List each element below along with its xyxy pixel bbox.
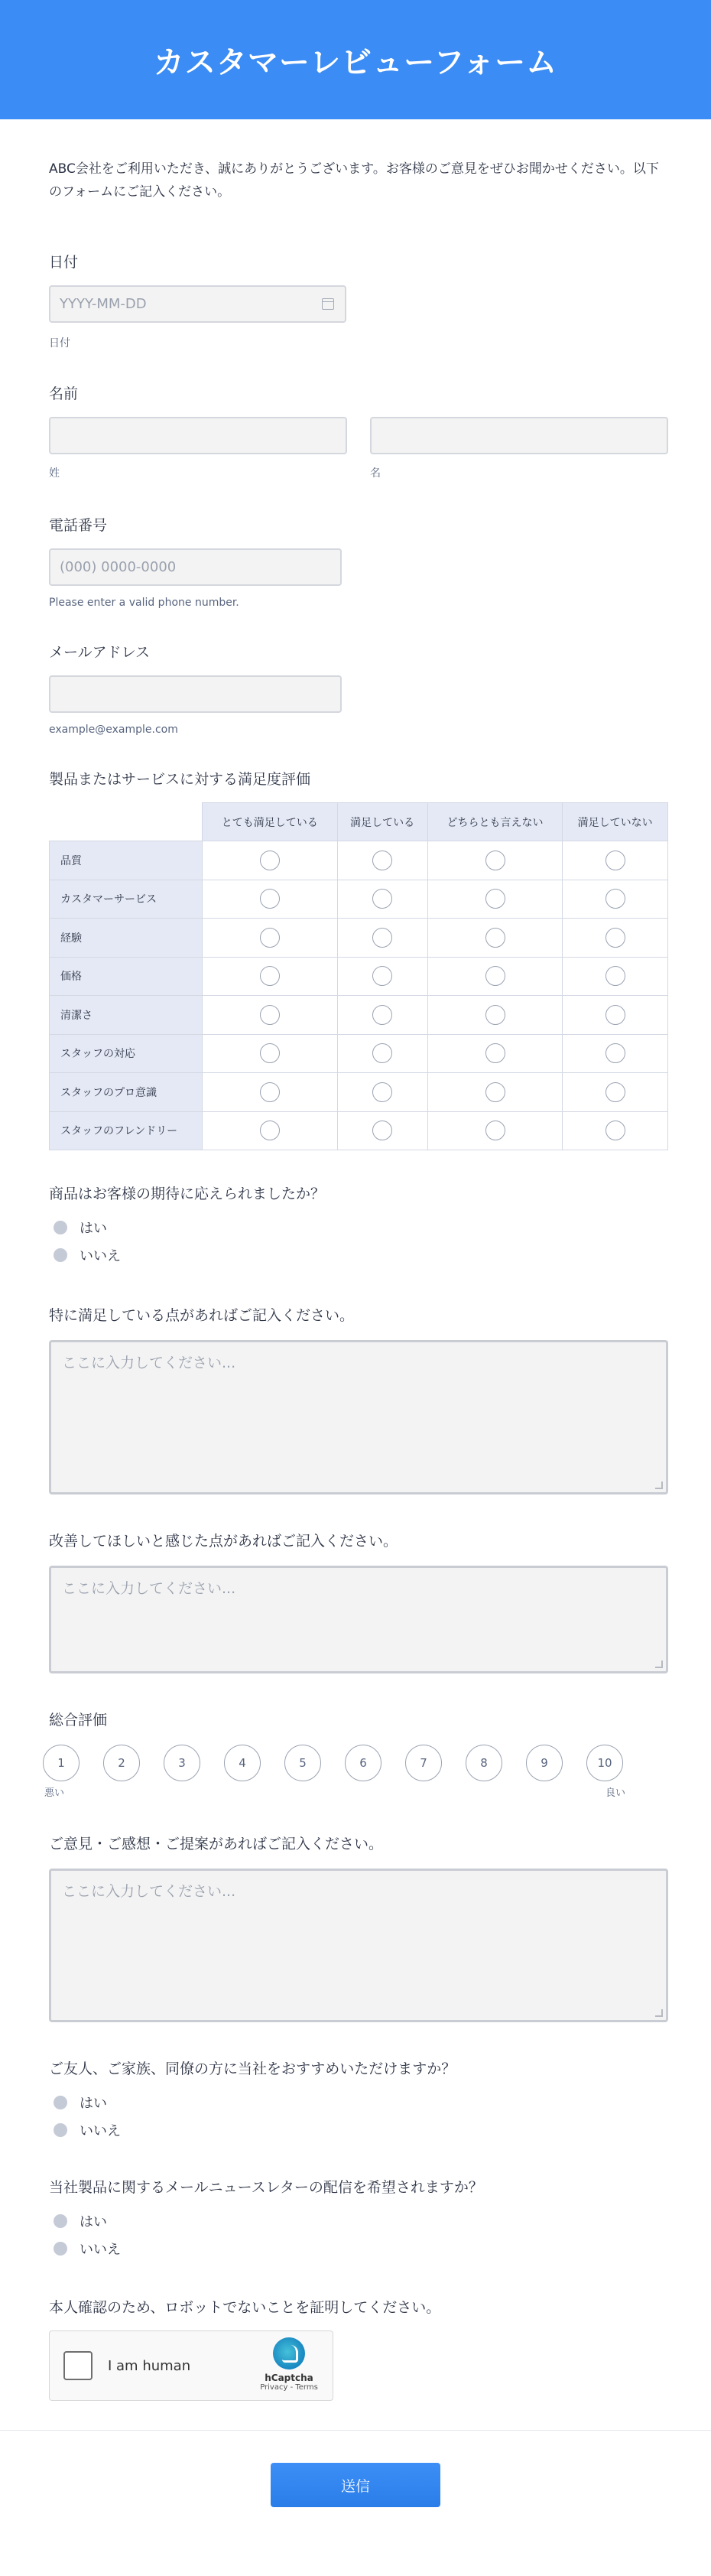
- rating-high-label: 良い: [605, 1787, 625, 1799]
- submit-button[interactable]: 送信: [271, 2463, 440, 2507]
- matrix-row-label: スタッフの対応: [50, 1034, 203, 1073]
- matrix-section: [49, 768, 668, 1150]
- recommend-option-no[interactable]: [49, 2116, 668, 2144]
- matrix-radio[interactable]: [605, 1082, 625, 1102]
- phone-sublabel: Please enter a valid phone number.: [49, 597, 239, 609]
- radio-button[interactable]: [54, 2096, 67, 2109]
- matrix-radio[interactable]: [485, 1082, 505, 1102]
- rating-option[interactable]: 3: [164, 1745, 200, 1781]
- first-name-sublabel: 名: [370, 467, 381, 480]
- resize-handle-icon[interactable]: [655, 1482, 663, 1489]
- matrix-row-label: カスタマーサービス: [50, 880, 203, 919]
- newsletter-option-yes[interactable]: [49, 2207, 668, 2235]
- rating-option[interactable]: 9: [526, 1745, 563, 1781]
- resize-handle-icon[interactable]: [655, 2009, 663, 2017]
- date-label: 日付: [49, 254, 79, 271]
- matrix-radio[interactable]: [485, 928, 505, 948]
- matrix-col-header: 満足していない: [563, 803, 668, 841]
- recommend-section: [49, 2057, 668, 2144]
- matrix-radio[interactable]: [260, 928, 280, 948]
- last-name-input[interactable]: [49, 417, 347, 454]
- matrix-row: [50, 996, 668, 1035]
- first-name-input[interactable]: [370, 417, 668, 454]
- hcaptcha-logo: [255, 2337, 323, 2392]
- satisfied-section: [49, 1304, 668, 1495]
- rating-option[interactable]: 6: [345, 1745, 381, 1781]
- form-header: [0, 0, 711, 119]
- satisfaction-matrix: [49, 802, 668, 1150]
- matrix-row: [50, 1073, 668, 1112]
- matrix-radio[interactable]: [372, 1120, 392, 1140]
- calendar-icon[interactable]: [322, 298, 334, 310]
- textarea-placeholder: ここに入力してください...: [62, 1355, 236, 1371]
- matrix-radio[interactable]: [372, 889, 392, 909]
- option-label: いいえ: [80, 2242, 121, 2258]
- radio-button[interactable]: [54, 1248, 67, 1262]
- option-label: はい: [80, 1221, 107, 1237]
- matrix-radio[interactable]: [485, 1120, 505, 1140]
- matrix-radio[interactable]: [372, 1043, 392, 1063]
- satisfied-textarea[interactable]: [49, 1340, 668, 1495]
- matrix-radio[interactable]: [605, 1043, 625, 1063]
- textarea-placeholder: ここに入力してください...: [62, 1883, 236, 1900]
- option-label: はい: [80, 2214, 107, 2230]
- matrix-row-label: 清潔さ: [50, 996, 203, 1035]
- date-sublabel: 日付: [49, 337, 70, 350]
- matrix-row-label: 経験: [50, 919, 203, 958]
- last-name-sublabel: 姓: [49, 467, 60, 480]
- newsletter-section: [49, 2176, 668, 2262]
- rating-option[interactable]: 5: [284, 1745, 321, 1781]
- captcha-section: [49, 2296, 668, 2401]
- rating-label: 総合評価: [49, 1712, 108, 1729]
- matrix-row-label: スタッフのプロ意識: [50, 1073, 203, 1112]
- matrix-radio[interactable]: [605, 928, 625, 948]
- matrix-row-label: 価格: [50, 957, 203, 996]
- matrix-corner: [50, 803, 203, 841]
- rating-option[interactable]: 8: [466, 1745, 502, 1781]
- improve-textarea[interactable]: [49, 1566, 668, 1673]
- phone-label: 電話番号: [49, 517, 108, 534]
- matrix-col-header: どちらとも言えない: [427, 803, 563, 841]
- matrix-radio[interactable]: [485, 889, 505, 909]
- matrix-radio[interactable]: [260, 1005, 280, 1025]
- option-label: いいえ: [80, 1248, 121, 1264]
- matrix-radio[interactable]: [372, 1082, 392, 1102]
- phone-section: [49, 514, 668, 609]
- matrix-row-label: スタッフのフレンドリー: [50, 1111, 203, 1150]
- hcaptcha-icon: [273, 2337, 305, 2369]
- captcha-brand: hCaptcha: [265, 2373, 313, 2383]
- matrix-radio[interactable]: [260, 889, 280, 909]
- email-sublabel: example@example.com: [49, 724, 178, 736]
- improve-section: [49, 1530, 668, 1673]
- name-section: [49, 382, 668, 480]
- matrix-row: [50, 1111, 668, 1150]
- newsletter-label: 当社製品に関するメールニュースレターの配信を希望されますか？: [49, 2179, 483, 2196]
- captcha-label: 本人確認のため、ロボットでないことを証明してください。: [49, 2299, 441, 2316]
- radio-button[interactable]: [54, 2214, 67, 2228]
- option-label: はい: [80, 2096, 107, 2112]
- comments-textarea[interactable]: [49, 1869, 668, 2022]
- matrix-radio[interactable]: [260, 1120, 280, 1140]
- matrix-row: [50, 1034, 668, 1073]
- intro-text: ABC会社をご利用いただき、誠にありがとうございます。お客様のご意見をぜひお聞かせください。以下のフォームにご記入ください。: [49, 161, 659, 200]
- matrix-radio[interactable]: [605, 1005, 625, 1025]
- matrix-row: [50, 880, 668, 919]
- form-footer: [0, 2430, 711, 2545]
- captcha-checkbox[interactable]: [63, 2351, 93, 2380]
- form-content: [0, 158, 711, 2401]
- date-placeholder: YYYY-MM-DD: [60, 296, 147, 312]
- rating-low-label: 悪い: [44, 1787, 65, 1799]
- matrix-row: [50, 919, 668, 958]
- recommend-option-yes[interactable]: [49, 2089, 668, 2116]
- matrix-radio[interactable]: [605, 1120, 625, 1140]
- matrix-col-header: 満足している: [337, 803, 427, 841]
- matrix-radio[interactable]: [605, 966, 625, 986]
- matrix-radio[interactable]: [372, 851, 392, 870]
- matrix-row: [50, 957, 668, 996]
- rating-option[interactable]: 1: [43, 1745, 80, 1781]
- expectations-label: 商品はお客様の期待に応えられましたか？: [49, 1186, 326, 1202]
- email-label: メールアドレス: [49, 644, 151, 661]
- rating-option[interactable]: 2: [103, 1745, 140, 1781]
- rating-option[interactable]: 7: [405, 1745, 442, 1781]
- captcha-widget: [49, 2330, 333, 2401]
- matrix-radio[interactable]: [485, 966, 505, 986]
- expectations-option-no[interactable]: [49, 1241, 668, 1269]
- date-input[interactable]: [49, 285, 346, 323]
- satisfied-label: 特に満足している点があればご記入ください。: [49, 1307, 355, 1324]
- matrix-col-header: とても満足している: [203, 803, 338, 841]
- phone-placeholder: (000) 0000-0000: [60, 559, 177, 575]
- name-label: 名前: [49, 385, 79, 402]
- comments-label: ご意見・ご感想・ご提案があればご記入ください。: [49, 1836, 384, 1852]
- matrix-radio[interactable]: [260, 1082, 280, 1102]
- textarea-placeholder: ここに入力してください...: [62, 1580, 236, 1597]
- matrix-row-label: 品質: [50, 841, 203, 880]
- phone-input[interactable]: [49, 548, 342, 586]
- comments-section: [49, 1833, 668, 2022]
- improve-label: 改善してほしいと感じた点があればご記入ください。: [49, 1533, 398, 1550]
- radio-button[interactable]: [54, 1221, 67, 1234]
- email-section: [49, 641, 668, 736]
- rating-section: [44, 1709, 668, 1799]
- recommend-label: ご友人、ご家族、同僚の方に当社をおすすめいただけますか？: [49, 2060, 456, 2077]
- expectations-option-yes[interactable]: [49, 1214, 668, 1241]
- matrix-row: [50, 841, 668, 880]
- matrix-radio[interactable]: [260, 1043, 280, 1063]
- rating-option[interactable]: 10: [586, 1745, 623, 1781]
- matrix-radio[interactable]: [372, 966, 392, 986]
- date-section: [49, 251, 668, 350]
- expectations-section: [49, 1182, 668, 1269]
- form-title: カスタマーレビューフォーム: [153, 44, 558, 80]
- captcha-links[interactable]: Privacy - Terms: [260, 2383, 318, 2392]
- radio-button[interactable]: [54, 2242, 67, 2256]
- matrix-label: 製品またはサービスに対する満足度評価: [49, 771, 311, 788]
- matrix-radio[interactable]: [485, 851, 505, 870]
- email-input[interactable]: [49, 675, 342, 713]
- matrix-radio[interactable]: [605, 851, 625, 870]
- newsletter-option-no[interactable]: [49, 2235, 668, 2262]
- matrix-radio[interactable]: [260, 966, 280, 986]
- captcha-text: I am human: [108, 2357, 191, 2374]
- resize-handle-icon[interactable]: [655, 1660, 663, 1668]
- rating-option[interactable]: 4: [224, 1745, 261, 1781]
- rating-scale: [43, 1745, 668, 1781]
- radio-button[interactable]: [54, 2123, 67, 2137]
- option-label: いいえ: [80, 2123, 121, 2139]
- matrix-radio[interactable]: [260, 851, 280, 870]
- matrix-radio[interactable]: [605, 889, 625, 909]
- matrix-radio[interactable]: [485, 1043, 505, 1063]
- matrix-radio[interactable]: [372, 1005, 392, 1025]
- matrix-radio[interactable]: [372, 928, 392, 948]
- matrix-radio[interactable]: [485, 1005, 505, 1025]
